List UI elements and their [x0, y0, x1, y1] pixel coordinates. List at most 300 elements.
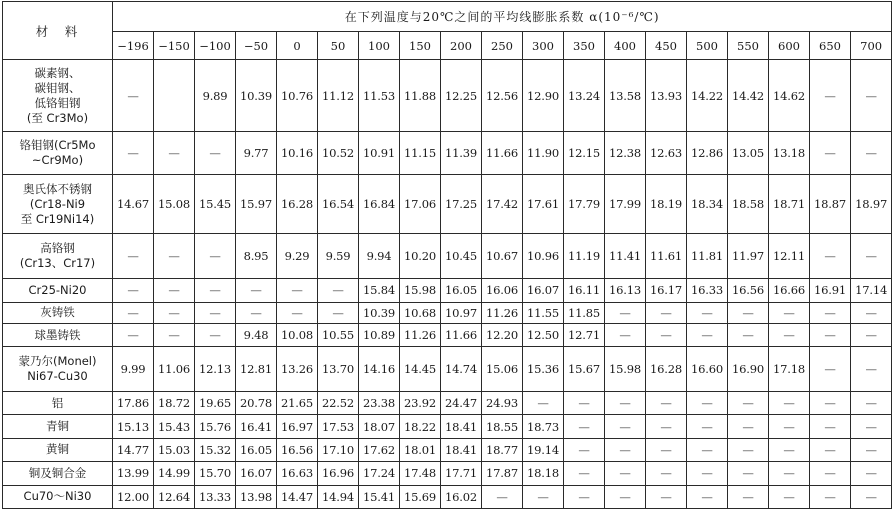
coefficient-cell: 11.26: [400, 323, 441, 346]
coefficient-cell: 17.61: [523, 174, 564, 234]
material-name-line: 高铬钢: [40, 241, 75, 256]
temperature-header: −150: [154, 32, 195, 60]
coefficient-cell: 13.05: [728, 132, 769, 175]
material-name-line: ~Cr9Mo): [31, 153, 84, 168]
coefficient-cell: —: [687, 323, 728, 346]
coefficient-cell: —: [810, 323, 851, 346]
material-name-cell: [3, 323, 113, 346]
material-name-cell: [3, 485, 113, 508]
material-name-line: 黄铜: [46, 442, 69, 457]
coefficient-cell: —: [605, 462, 646, 485]
coefficient-cell: 17.18: [769, 347, 810, 392]
material-name-cell: [3, 132, 113, 175]
coefficient-cell: 15.97: [236, 174, 277, 234]
table-row: [3, 438, 892, 461]
coefficient-cell: 16.97: [277, 415, 318, 438]
material-name-line: 铝: [51, 395, 64, 410]
coefficient-cell: —: [236, 279, 277, 302]
coefficient-cell: 17.25: [441, 174, 482, 234]
coefficient-cell: 11.19: [564, 234, 605, 279]
coefficient-cell: 15.32: [195, 438, 236, 461]
temperature-header: 650: [810, 32, 851, 60]
coefficient-cell: 9.77: [236, 132, 277, 175]
coefficient-cell: —: [236, 302, 277, 323]
coefficient-cell: —: [851, 438, 892, 461]
coefficient-cell: —: [154, 279, 195, 302]
material-name-cell: [3, 302, 113, 323]
coefficient-cell: 13.70: [318, 347, 359, 392]
coefficient-cell: —: [810, 302, 851, 323]
coefficient-cell: —: [769, 391, 810, 414]
coefficient-cell: —: [851, 302, 892, 323]
coefficient-cell: —: [810, 234, 851, 279]
coefficient-cell: —: [769, 323, 810, 346]
material-name-line: 球墨铸铁: [34, 327, 81, 342]
coefficient-cell: 9.99: [113, 347, 154, 392]
coefficient-cell: 17.53: [318, 415, 359, 438]
coefficient-cell: 11.15: [400, 132, 441, 175]
coefficient-cell: 14.67: [113, 174, 154, 234]
table-row: [3, 174, 892, 234]
coefficient-cell: —: [564, 391, 605, 414]
coefficient-cell: 17.48: [400, 462, 441, 485]
coefficient-cell: 13.58: [605, 60, 646, 132]
thermal-expansion-sheet: [2, 1, 888, 509]
coefficient-cell: 12.38: [605, 132, 646, 175]
coefficient-cell: —: [769, 438, 810, 461]
coefficient-cell: —: [523, 391, 564, 414]
coefficient-cell: —: [154, 323, 195, 346]
coefficient-cell: 16.11: [564, 279, 605, 302]
coefficient-cell: 10.08: [277, 323, 318, 346]
coefficient-cell: —: [564, 438, 605, 461]
material-name-line: 铬钼钢(Cr5Mo: [19, 138, 96, 153]
coefficient-cell: 15.70: [195, 462, 236, 485]
coefficient-cell: 12.63: [646, 132, 687, 175]
coefficient-cell: —: [851, 234, 892, 279]
coefficient-cell: 12.11: [769, 234, 810, 279]
coefficient-cell: 9.89: [195, 60, 236, 132]
coefficient-cell: 20.78: [236, 391, 277, 414]
temperature-header: 300: [523, 32, 564, 60]
coefficient-cell: 21.65: [277, 391, 318, 414]
coefficient-cell: 11.66: [482, 132, 523, 175]
temperature-header: 350: [564, 32, 605, 60]
coefficient-cell: —: [728, 323, 769, 346]
coefficient-cell: 16.63: [277, 462, 318, 485]
coefficient-cell: 13.93: [646, 60, 687, 132]
coefficient-cell: 16.07: [523, 279, 564, 302]
coefficient-cell: —: [810, 391, 851, 414]
material-name-line: 至 Cr19Ni14): [20, 211, 95, 226]
coefficient-cell: 17.79: [564, 174, 605, 234]
coefficient-cell: —: [728, 302, 769, 323]
coefficient-cell: 10.20: [400, 234, 441, 279]
table-row: [3, 485, 892, 508]
material-name-line: (Cr13、Cr17): [19, 256, 96, 271]
table-row: [3, 60, 892, 132]
coefficient-cell: 12.20: [482, 323, 523, 346]
coefficient-cell: —: [687, 415, 728, 438]
coefficient-cell: —: [318, 279, 359, 302]
material-name-cell: [3, 415, 113, 438]
temperature-header-row: [3, 32, 892, 60]
coefficient-cell: 17.14: [851, 279, 892, 302]
coefficient-cell: —: [687, 438, 728, 461]
coefficient-cell: 14.45: [400, 347, 441, 392]
temperature-header: 50: [318, 32, 359, 60]
coefficient-cell: —: [113, 302, 154, 323]
coefficient-cell: 12.25: [441, 60, 482, 132]
coefficient-cell: 13.99: [113, 462, 154, 485]
temperature-header: −100: [195, 32, 236, 60]
coefficient-cell: —: [605, 302, 646, 323]
coefficient-cell: —: [851, 60, 892, 132]
coefficient-cell: 12.00: [113, 485, 154, 508]
coefficient-cell: —: [810, 60, 851, 132]
coefficient-cell: —: [195, 323, 236, 346]
table-body: [3, 60, 892, 509]
coefficient-cell: —: [195, 302, 236, 323]
coefficient-cell: 14.62: [769, 60, 810, 132]
coefficient-cell: 16.56: [277, 438, 318, 461]
coefficient-cell: 15.13: [113, 415, 154, 438]
table-row: [3, 391, 892, 414]
material-name-line: (至 Cr3Mo): [26, 110, 89, 125]
coefficient-cell: 18.01: [400, 438, 441, 461]
coefficient-cell: 10.76: [277, 60, 318, 132]
material-name-line: (Cr18-Ni9: [29, 196, 86, 211]
table-row: [3, 462, 892, 485]
coefficient-cell: 18.19: [646, 174, 687, 234]
coefficient-cell: 11.41: [605, 234, 646, 279]
coefficient-cell: —: [769, 462, 810, 485]
material-name-cell: [3, 174, 113, 234]
temperature-header: 250: [482, 32, 523, 60]
coefficient-cell: —: [154, 302, 195, 323]
coefficient-cell: 13.24: [564, 60, 605, 132]
coefficient-cell: —: [646, 462, 687, 485]
coefficient-cell: 10.16: [277, 132, 318, 175]
coefficient-cell: 9.29: [277, 234, 318, 279]
coefficient-cell: —: [605, 485, 646, 508]
coefficient-cell: —: [851, 391, 892, 414]
material-name-cell: [3, 462, 113, 485]
material-name-line: 奥氏体不锈钢: [23, 181, 92, 196]
coefficient-cell: 10.96: [523, 234, 564, 279]
coefficient-cell: —: [523, 485, 564, 508]
coefficient-cell: 18.41: [441, 415, 482, 438]
coefficient-cell: 16.41: [236, 415, 277, 438]
coefficient-cell: —: [769, 302, 810, 323]
coefficient-cell: 16.02: [441, 485, 482, 508]
coefficient-cell: 12.56: [482, 60, 523, 132]
coefficient-cell: 9.59: [318, 234, 359, 279]
coefficient-cell: 16.54: [318, 174, 359, 234]
coefficient-cell: —: [605, 391, 646, 414]
coefficient-cell: —: [810, 132, 851, 175]
coefficient-cell: 8.95: [236, 234, 277, 279]
coefficient-cell: 13.18: [769, 132, 810, 175]
coefficient-cell: 16.96: [318, 462, 359, 485]
coefficient-cell: 24.47: [441, 391, 482, 414]
coefficient-cell: 22.52: [318, 391, 359, 414]
temperature-header: 150: [400, 32, 441, 60]
coefficient-cell: 16.07: [236, 462, 277, 485]
coefficient-cell: —: [646, 438, 687, 461]
coefficient-cell: 18.77: [482, 438, 523, 461]
coefficient-cell: —: [195, 132, 236, 175]
coefficient-cell: 11.06: [154, 347, 195, 392]
coefficient-cell: —: [851, 132, 892, 175]
coefficient-cell: —: [810, 485, 851, 508]
coefficient-cell: 10.55: [318, 323, 359, 346]
coefficient-cell: 18.87: [810, 174, 851, 234]
coefficient-cell: 14.94: [318, 485, 359, 508]
material-name-line: Ni67-Cu30: [27, 369, 88, 384]
coefficient-cell: —: [646, 391, 687, 414]
coefficient-cell: 14.47: [277, 485, 318, 508]
material-name-line: 碳钼钢、: [34, 80, 81, 95]
header-title-row: [3, 2, 892, 32]
coefficient-cell: 17.87: [482, 462, 523, 485]
coefficient-cell: 16.05: [441, 279, 482, 302]
coefficient-cell: 19.14: [523, 438, 564, 461]
material-name-line: Cu70～Ni30: [23, 489, 92, 504]
coefficient-cell: 11.12: [318, 60, 359, 132]
coefficient-cell: 11.55: [523, 302, 564, 323]
coefficient-cell: 18.07: [359, 415, 400, 438]
coefficient-cell: 16.33: [687, 279, 728, 302]
temperature-header: 550: [728, 32, 769, 60]
coefficient-cell: 12.86: [687, 132, 728, 175]
coefficient-cell: 12.81: [236, 347, 277, 392]
coefficient-cell: 10.97: [441, 302, 482, 323]
table-row: [3, 279, 892, 302]
coefficient-cell: —: [646, 323, 687, 346]
material-name-line: 铜及铜合金: [28, 465, 87, 480]
coefficient-cell: —: [728, 485, 769, 508]
coefficient-cell: —: [646, 415, 687, 438]
table-row: [3, 347, 892, 392]
coefficient-cell: —: [113, 234, 154, 279]
coefficient-cell: 10.39: [359, 302, 400, 323]
coefficient-cell: —: [113, 60, 154, 132]
coefficient-cell: 16.90: [728, 347, 769, 392]
coefficient-cell: 11.39: [441, 132, 482, 175]
coefficient-cell: 12.71: [564, 323, 605, 346]
coefficient-cell: 11.88: [400, 60, 441, 132]
coefficient-cell: —: [728, 415, 769, 438]
coefficient-cell: 16.28: [277, 174, 318, 234]
table-row: [3, 302, 892, 323]
coefficient-cell: 12.90: [523, 60, 564, 132]
coefficient-cell: —: [605, 415, 646, 438]
coefficient-cell: 13.26: [277, 347, 318, 392]
coefficient-cell: 16.28: [646, 347, 687, 392]
coefficient-cell: 11.61: [646, 234, 687, 279]
coefficient-cell: 14.22: [687, 60, 728, 132]
coefficient-cell: —: [277, 302, 318, 323]
coefficient-cell: 15.06: [482, 347, 523, 392]
coefficient-cell: —: [810, 438, 851, 461]
coefficient-cell: —: [605, 323, 646, 346]
coefficient-cell: 16.84: [359, 174, 400, 234]
coefficient-cell: 17.24: [359, 462, 400, 485]
coefficient-cell: 17.06: [400, 174, 441, 234]
temperature-header: 700: [851, 32, 892, 60]
coefficient-cell: —: [728, 462, 769, 485]
temperature-header: 500: [687, 32, 728, 60]
coefficient-cell: 15.84: [359, 279, 400, 302]
coefficient-cell: 15.45: [195, 174, 236, 234]
coefficient-cell: 18.73: [523, 415, 564, 438]
coefficient-cell: —: [810, 462, 851, 485]
temperature-header: 200: [441, 32, 482, 60]
coefficient-cell: 15.41: [359, 485, 400, 508]
coefficient-cell: 12.64: [154, 485, 195, 508]
coefficient-cell: 15.69: [400, 485, 441, 508]
coefficient-cell: 15.03: [154, 438, 195, 461]
coefficient-cell: 16.66: [769, 279, 810, 302]
coefficient-cell: 15.67: [564, 347, 605, 392]
coefficient-cell: 18.97: [851, 174, 892, 234]
coefficient-cell: 9.48: [236, 323, 277, 346]
temperature-header: 450: [646, 32, 687, 60]
coefficient-cell: 19.65: [195, 391, 236, 414]
coefficient-cell: —: [195, 234, 236, 279]
coefficient-cell: 10.91: [359, 132, 400, 175]
coefficient-cell: —: [687, 485, 728, 508]
coefficient-cell: 18.58: [728, 174, 769, 234]
coefficient-cell: 18.18: [523, 462, 564, 485]
material-name-cell: [3, 60, 113, 132]
coefficient-cell: —: [851, 485, 892, 508]
coefficient-cell: 17.62: [359, 438, 400, 461]
coefficient-cell: 12.50: [523, 323, 564, 346]
coefficient-cell: 24.93: [482, 391, 523, 414]
coefficient-cell: 18.22: [400, 415, 441, 438]
coefficient-cell: 15.76: [195, 415, 236, 438]
coefficient-cell: 16.91: [810, 279, 851, 302]
coefficient-cell: —: [482, 485, 523, 508]
coefficient-cell: 14.99: [154, 462, 195, 485]
coefficient-cell: 15.98: [400, 279, 441, 302]
coefficient-cell: 11.85: [564, 302, 605, 323]
temperature-header: 100: [359, 32, 400, 60]
coefficient-cell: —: [769, 485, 810, 508]
coefficient-cell: 10.89: [359, 323, 400, 346]
coefficient-cell: 12.15: [564, 132, 605, 175]
coefficient-cell: 23.38: [359, 391, 400, 414]
material-name-cell: [3, 391, 113, 414]
material-name-cell: [3, 279, 113, 302]
coefficient-cell: —: [113, 323, 154, 346]
coefficient-cell: 11.53: [359, 60, 400, 132]
coefficient-cell: —: [195, 279, 236, 302]
coefficient-cell: —: [564, 415, 605, 438]
coefficient-cell: 18.41: [441, 438, 482, 461]
coefficient-cell: —: [728, 391, 769, 414]
coefficient-cell: —: [769, 415, 810, 438]
coefficient-cell: 10.68: [400, 302, 441, 323]
coefficient-cell: 10.45: [441, 234, 482, 279]
coefficient-cell: 17.10: [318, 438, 359, 461]
coefficient-cell: 11.81: [687, 234, 728, 279]
coefficient-cell: 16.05: [236, 438, 277, 461]
coefficient-cell: 17.42: [482, 174, 523, 234]
material-name-cell: [3, 438, 113, 461]
coefficient-cell: —: [851, 462, 892, 485]
coefficient-cell: 14.42: [728, 60, 769, 132]
coefficient-cell: 17.71: [441, 462, 482, 485]
temperature-header: 600: [769, 32, 810, 60]
coefficient-cell: 10.67: [482, 234, 523, 279]
coefficient-cell: —: [318, 302, 359, 323]
coefficient-cell: —: [687, 391, 728, 414]
expansion-coefficient-table: [2, 1, 892, 509]
coefficient-cell: —: [810, 347, 851, 392]
coefficient-cell: 11.66: [441, 323, 482, 346]
coefficient-cell: 18.34: [687, 174, 728, 234]
coefficient-cell: —: [851, 415, 892, 438]
material-name-line: 低铬钼钢: [34, 95, 81, 110]
coefficient-cell: —: [728, 438, 769, 461]
coefficient-cell: 18.55: [482, 415, 523, 438]
coefficient-cell: 16.56: [728, 279, 769, 302]
table-title: 在下列温度与20℃之间的平均线膨胀系数 α(10⁻⁶/℃): [113, 2, 892, 32]
coefficient-cell: 11.97: [728, 234, 769, 279]
coefficient-cell: 15.08: [154, 174, 195, 234]
coefficient-cell: 11.90: [523, 132, 564, 175]
coefficient-cell: [154, 60, 195, 132]
coefficient-cell: —: [605, 438, 646, 461]
coefficient-cell: 18.72: [154, 391, 195, 414]
coefficient-cell: 11.26: [482, 302, 523, 323]
coefficient-cell: —: [646, 302, 687, 323]
temperature-header: 400: [605, 32, 646, 60]
material-name-line: 蒙乃尔(Monel): [18, 354, 97, 369]
coefficient-cell: —: [154, 132, 195, 175]
coefficient-cell: —: [810, 415, 851, 438]
material-name-line: 青铜: [46, 419, 69, 433]
coefficient-cell: —: [564, 462, 605, 485]
coefficient-cell: 23.92: [400, 391, 441, 414]
coefficient-cell: 16.60: [687, 347, 728, 392]
coefficient-cell: —: [564, 485, 605, 508]
coefficient-cell: —: [277, 279, 318, 302]
coefficient-cell: 16.06: [482, 279, 523, 302]
table-row: [3, 415, 892, 438]
coefficient-cell: 18.71: [769, 174, 810, 234]
coefficient-cell: —: [113, 279, 154, 302]
material-name-line: 灰铸铁: [40, 305, 75, 320]
coefficient-cell: 15.43: [154, 415, 195, 438]
coefficient-cell: 14.74: [441, 347, 482, 392]
temperature-header: −50: [236, 32, 277, 60]
coefficient-cell: —: [113, 132, 154, 175]
coefficient-cell: 12.13: [195, 347, 236, 392]
temperature-header: −196: [113, 32, 154, 60]
temperature-header: 0: [277, 32, 318, 60]
table-row: [3, 323, 892, 346]
coefficient-cell: 10.52: [318, 132, 359, 175]
coefficient-cell: 15.98: [605, 347, 646, 392]
material-column-header: 材 料: [3, 2, 113, 60]
table-row: [3, 234, 892, 279]
coefficient-cell: 17.86: [113, 391, 154, 414]
coefficient-cell: —: [851, 323, 892, 346]
